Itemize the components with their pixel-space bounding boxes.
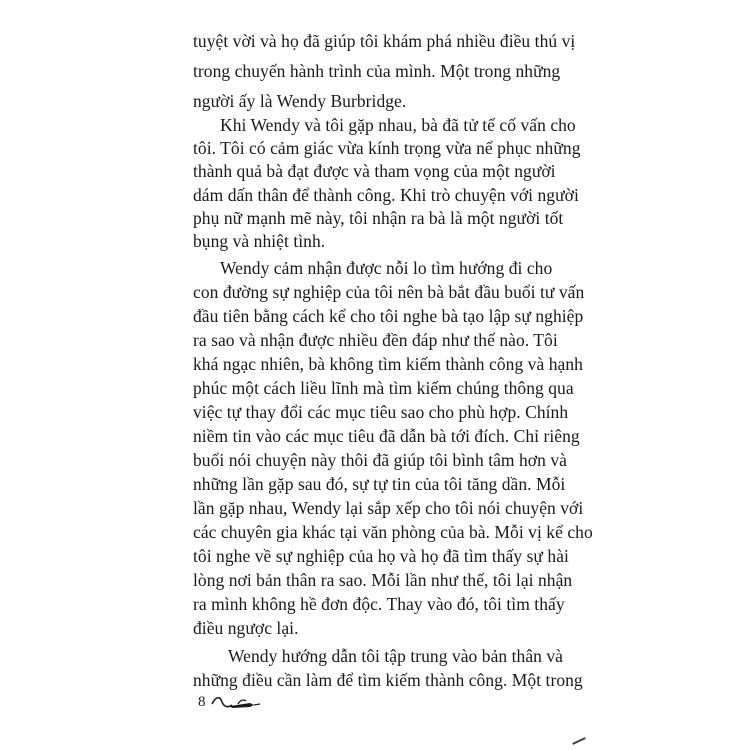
text-line: điều ngược lại. xyxy=(193,618,299,638)
text-line: đầu tiên bằng cách kể cho tôi nghe bà tạo lập sự nghiệp xyxy=(193,306,584,326)
text-line: tuyệt vời và họ đã giúp tôi khám phá nhiều điều thú vị xyxy=(193,31,576,51)
text-line: khá ngạc nhiên, bà không tìm kiếm thành công và hạnh xyxy=(193,354,583,374)
text-line: lần gặp nhau, Wendy lại sắp xếp cho tôi nói chuyện với xyxy=(193,498,584,518)
text-line: con đường sự nghiệp của tôi nên bà bắt đầu buổi tư vấn xyxy=(193,282,585,302)
paragraph-first-line: Wendy cảm nhận được nỗi lo tìm hướng đi cho xyxy=(220,258,553,278)
text-line: việc tự thay đổi các mục tiêu sao cho phù hợp. Chính xyxy=(193,402,569,422)
text-line: những lần gặp sau đó, sự tự tin của tôi tăng dần. Mỗi xyxy=(193,474,566,494)
text-line: tôi. Tôi có cảm giác vừa kính trọng vừa nể phục những xyxy=(193,138,581,158)
text-line: trong chuyến hành trình của mình. Một trong những xyxy=(193,61,561,81)
text-line: niềm tin vào các mục tiêu đã dẫn bà tới đích. Chỉ riêng xyxy=(193,426,580,446)
text-line: lòng nơi bản thân ra sao. Mỗi lần như thế, tôi lại nhận xyxy=(193,570,573,590)
text-line: phụ nữ mạnh mẽ này, tôi nhận ra bà là một người tốt xyxy=(193,208,564,228)
pen-ornament-icon xyxy=(210,692,262,714)
text-line: các chuyên gia khác tại văn phòng của bà. Mỗi vị kể cho xyxy=(193,522,593,542)
scan-mark xyxy=(572,737,586,745)
page-footer xyxy=(198,692,278,716)
text-line: những điều cần làm để tìm kiếm thành công. Một trong xyxy=(193,670,583,690)
text-line: dám dấn thân để thành công. Khi trò chuyện với người xyxy=(193,185,579,205)
paragraph-first-line: Khi Wendy và tôi gặp nhau, bà đã tử tế cố vấn cho xyxy=(220,115,576,135)
text-line: người ấy là Wendy Burbridge. xyxy=(193,91,407,111)
text-line: ra mình không hề đơn độc. Thay vào đó, tôi tìm thấy xyxy=(193,594,565,614)
text-line: bụng và nhiệt tình. xyxy=(193,231,326,251)
paragraph-first-line: Wendy hướng dẫn tôi tập trung vào bản thân và xyxy=(228,646,563,666)
text-line: phúc một cách liều lĩnh mà tìm kiếm chúng thông qua xyxy=(193,378,574,398)
text-line: tôi nghe về sự nghiệp của họ và họ đã tìm thấy sự hài xyxy=(193,546,569,566)
text-line: buổi nói chuyện này thôi đã giúp tôi bình tâm hơn và xyxy=(193,450,567,470)
page-number: 8 xyxy=(198,694,206,710)
text-line: ra sao và nhận được nhiều đền đáp như thế nào. Tôi xyxy=(193,330,558,350)
text-line: thành quả bà đạt được và tham vọng của một người xyxy=(193,161,556,181)
